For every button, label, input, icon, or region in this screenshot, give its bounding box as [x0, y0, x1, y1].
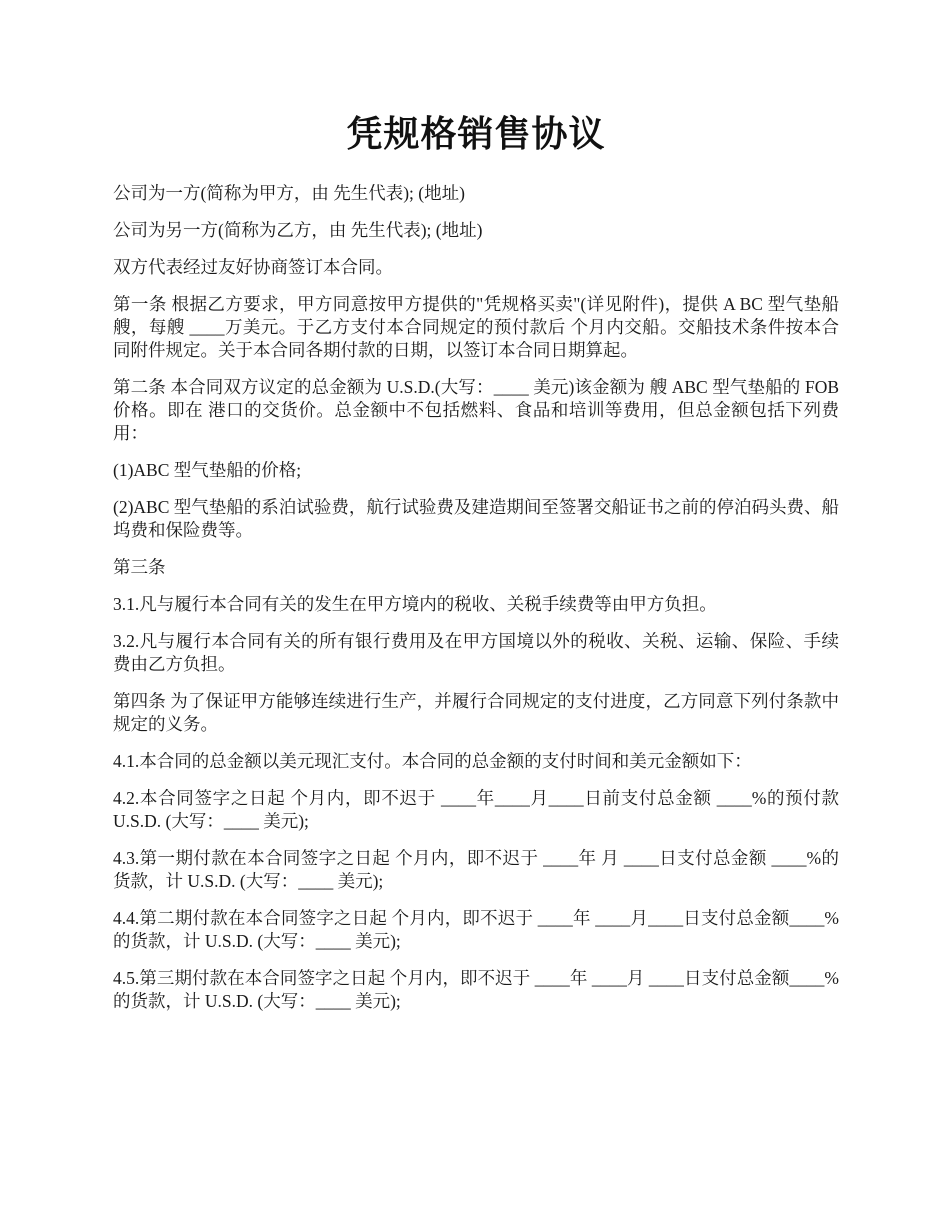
clause-3-1: 3.1.凡与履行本合同有关的发生在甲方境内的税收、关税手续费等由甲方负担。 [113, 594, 717, 614]
document-title: 凭规格销售协议 [346, 114, 606, 154]
clause-4-3: 4.3.第一期付款在本合同签字之日起 个月内，即不迟于 ____年 月 ____日支付总金额 ____%的货款，计 U.S.D. (大写：____ 美元); [113, 848, 839, 891]
article-1: 第一条 根据乙方要求，甲方同意按甲方提供的"凭规格买卖"(详见附件)，提供 A BC 型气垫船 艘，每艘 ____万美元。于乙方支付本合同规定的预付款后 个月内交船。交船技术条件按本合同附件规定。关于本合同各期付款的日期，以签订本合同日期算起。 [113, 294, 839, 360]
article-2: 第二条 本合同双方议定的总金额为 U.S.D.(大写：____ 美元)该金额为 艘 ABC 型气垫船的 FOB 价格。即在 港口的交货价。总金额中不包括燃料、食品和培训等费用，但总金额包括下列费用： [113, 377, 839, 443]
party-a-line: 公司为一方(简称为甲方，由 先生代表); (地址) [113, 183, 465, 203]
party-b-line: 公司为另一方(简称为乙方，由 先生代表); (地址) [113, 220, 483, 240]
clause-4-4: 4.4.第二期付款在本合同签字之日起 个月内，即不迟于 ____年 ____月____日支付总金额____%的货款，计 U.S.D. (大写：____ 美元); [113, 908, 839, 951]
article-2-item-2: (2)ABC 型气垫船的系泊试验费，航行试验费及建造期间至签署交船证书之前的停泊码头费、船坞费和保险费等。 [113, 497, 839, 540]
article-4: 第四条 为了保证甲方能够连续进行生产，并履行合同规定的支付进度，乙方同意下列付条款中规定的义务。 [113, 691, 839, 734]
preamble: 双方代表经过友好协商签订本合同。 [113, 257, 393, 277]
document-page [113, 108, 839, 1027]
clause-4-1: 4.1.本合同的总金额以美元现汇支付。本合同的总金额的支付时间和美元金额如下： [113, 751, 752, 771]
article-2-item-1: (1)ABC 型气垫船的价格; [113, 460, 302, 480]
clause-4-2: 4.2.本合同签字之日起 个月内，即不迟于 ____年____月____日前支付总金额 ____%的预付款 U.S.D. (大写：____ 美元); [113, 788, 839, 831]
clause-4-5: 4.5.第三期付款在本合同签字之日起 个月内，即不迟于 ____年 ____月 ____日支付总金额____%的货款，计 U.S.D. (大写：____ 美元); [113, 968, 839, 1011]
article-3-heading: 第三条 [113, 557, 166, 577]
clause-3-2: 3.2.凡与履行本合同有关的所有银行费用及在甲方国境以外的税收、关税、运输、保险、手续费由乙方负担。 [113, 631, 839, 674]
